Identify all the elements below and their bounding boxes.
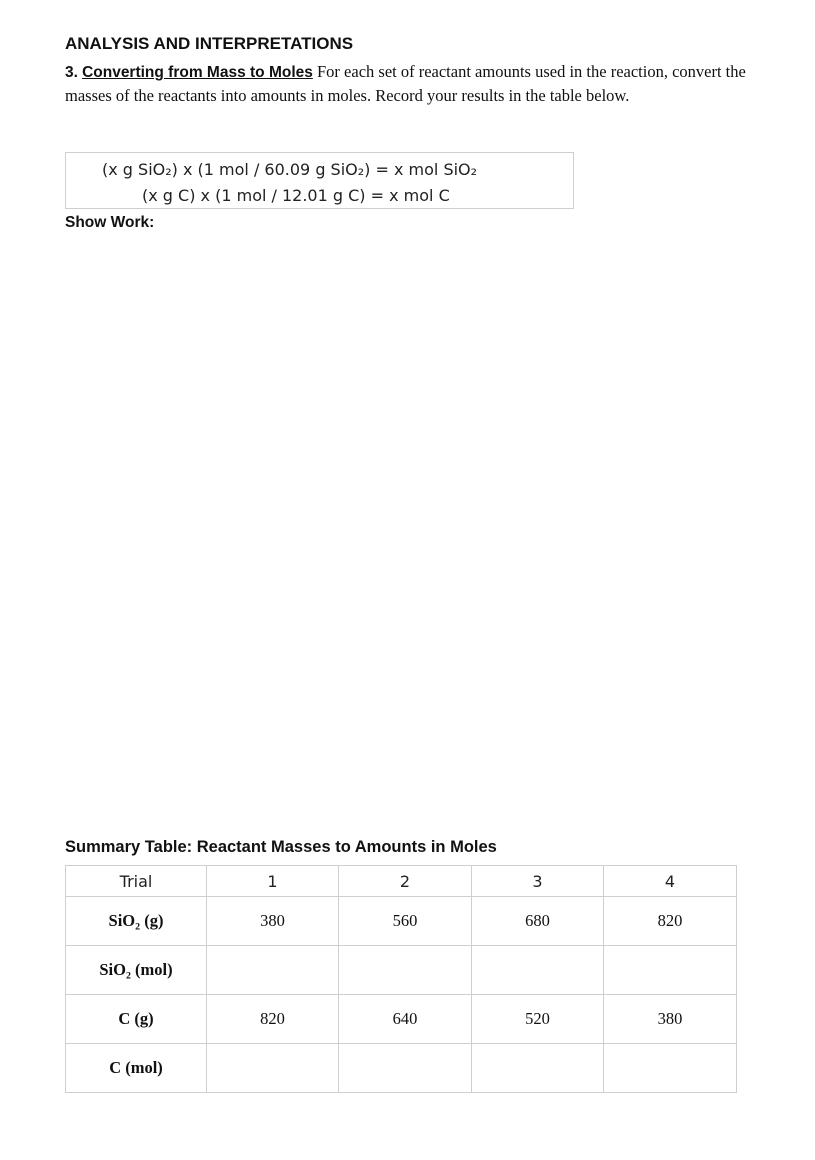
answer-cell[interactable] [207,946,339,995]
answer-cell[interactable] [472,1044,604,1093]
answer-cell[interactable] [604,946,737,995]
row-label: C (mol) [66,1044,207,1093]
row-label: SiO₂ (g) [66,897,207,946]
instructions-text: For each set of reactant amounts used in the reaction, convert the masses of the reactants into amounts in moles. Record your results in the table below. [65,62,746,105]
section-link[interactable]: Converting from Mass to Moles [82,64,313,81]
table-row-carbon-grams [66,995,737,1044]
table-cell: 820 [604,897,737,946]
table-cell: 680 [472,897,604,946]
header-cell-trial-4: 4 [604,866,737,897]
table-cell: 520 [472,995,604,1044]
summary-table [65,865,737,1093]
page-heading: ANALYSIS AND INTERPRETATIONS [65,34,354,53]
table-title: Summary Table: Reactant Masses to Amounts in Moles [65,838,497,856]
answer-cell[interactable] [339,1044,472,1093]
table-row-sio2-moles [66,946,737,995]
header-cell-trial: Trial [66,866,207,897]
header-cell-trial-2: 2 [339,866,472,897]
table-row-sio2-grams [66,897,737,946]
answer-cell[interactable] [207,1044,339,1093]
carbon-formula: (x g C) x (1 mol / 12.01 g C) = x mol C [142,186,450,205]
header-cell-trial-3: 3 [472,866,604,897]
header-cell-trial-1: 1 [207,866,339,897]
table-header-row [66,866,737,897]
answer-cell[interactable] [604,1044,737,1093]
table-cell: 820 [207,995,339,1044]
formula-box [65,152,574,209]
table-cell: 380 [207,897,339,946]
table-row-carbon-moles [66,1044,737,1093]
row-label: SiO₂ (mol) [66,946,207,995]
instructions-paragraph [65,61,755,107]
show-work-label: Show Work: [65,214,155,231]
table-cell: 380 [604,995,737,1044]
table-cell: 560 [339,897,472,946]
row-label: C (g) [66,995,207,1044]
answer-cell[interactable] [339,946,472,995]
question-number: 3. [65,64,78,81]
answer-cell[interactable] [472,946,604,995]
table-cell: 640 [339,995,472,1044]
sio2-formula: (x g SiO₂) x (1 mol / 60.09 g SiO₂) = x mol SiO₂ [102,160,478,179]
